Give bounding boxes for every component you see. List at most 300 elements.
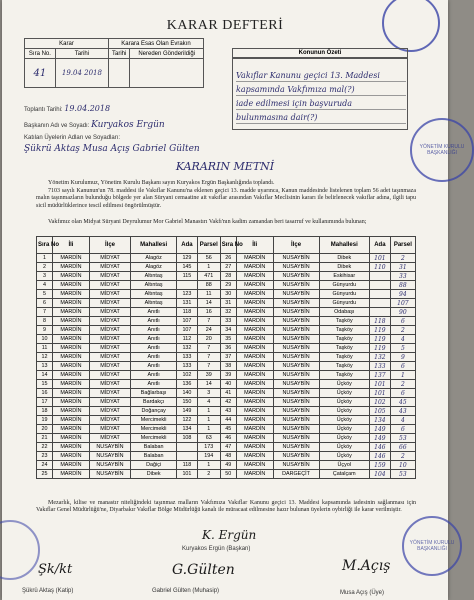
table-cell: NUSAYBİN bbox=[273, 452, 319, 461]
table-cell: Mercimekli bbox=[131, 425, 177, 434]
table-cell: 4 bbox=[390, 335, 415, 344]
table-cell: MİDYAT bbox=[89, 407, 130, 416]
col-header: Sıra No bbox=[220, 237, 236, 254]
table-cell: 14 bbox=[197, 380, 220, 389]
table-cell: 140 bbox=[177, 389, 198, 398]
paragraph-1: Yönetim Kurulumuz, Yönetim Kurulu Başkanı sayın Kuryakos Ergün Başkanlığında toplandı. bbox=[48, 180, 275, 186]
table-cell: Altıntaş bbox=[131, 272, 177, 281]
table-cell: NUSAYBİN bbox=[273, 290, 319, 299]
table-cell: MARDİN bbox=[53, 461, 90, 470]
table-cell: NUSAYBİN bbox=[273, 326, 319, 335]
table-cell: Alagöz bbox=[131, 263, 177, 272]
toplanti-field bbox=[24, 104, 110, 113]
table-cell: 133 bbox=[370, 362, 391, 371]
table-cell: NUSAYBİN bbox=[273, 308, 319, 317]
table-cell: 173 bbox=[197, 443, 220, 452]
table-cell: MARDİN bbox=[236, 434, 273, 443]
table-cell: 16 bbox=[37, 389, 53, 398]
table-cell: MARDİN bbox=[236, 398, 273, 407]
table-cell: NUSAYBİN bbox=[273, 299, 319, 308]
table-cell: 25 bbox=[37, 470, 53, 479]
table-cell: MARDİN bbox=[53, 317, 90, 326]
muhasip-signature-label: Gabriel Gülten (Muhasip) bbox=[152, 588, 220, 594]
baskan-field bbox=[24, 120, 165, 130]
table-cell: Üçköy bbox=[319, 452, 370, 461]
table-cell: 471 bbox=[197, 272, 220, 281]
table-cell: MİDYAT bbox=[89, 290, 130, 299]
table-row bbox=[37, 335, 416, 344]
empty-cell bbox=[130, 59, 204, 88]
table-row bbox=[37, 434, 416, 443]
table-cell: NUSAYBİN bbox=[273, 434, 319, 443]
table-cell: 40 bbox=[220, 380, 236, 389]
konu-line: iade edilmesi için başvuruda bbox=[236, 98, 406, 110]
table-cell: 3 bbox=[197, 389, 220, 398]
table-cell: MARDİN bbox=[236, 452, 273, 461]
table-cell: MİDYAT bbox=[89, 389, 130, 398]
table-cell: Üçyol bbox=[319, 461, 370, 470]
table-cell: 63 bbox=[197, 434, 220, 443]
col-header: Parsel bbox=[197, 237, 220, 254]
col-header: İlçe bbox=[273, 237, 319, 254]
table-cell: 14 bbox=[37, 371, 53, 380]
table-cell: 102 bbox=[370, 398, 391, 407]
table-cell: MARDİN bbox=[53, 434, 90, 443]
sira-no-label: Sıra No. bbox=[25, 49, 56, 59]
table-cell: 17 bbox=[37, 398, 53, 407]
table-cell: 22 bbox=[37, 443, 53, 452]
table-cell: MARDİN bbox=[53, 362, 90, 371]
table-cell: MİDYAT bbox=[89, 416, 130, 425]
table-cell: Balaban bbox=[131, 452, 177, 461]
table-cell: MARDİN bbox=[236, 461, 273, 470]
table-cell: Anıtlı bbox=[131, 380, 177, 389]
table-cell: MARDİN bbox=[53, 371, 90, 380]
table-cell: MİDYAT bbox=[89, 254, 130, 263]
table-cell: 23 bbox=[37, 452, 53, 461]
konu-line: kapsamında Vakfımıza mal(?) bbox=[236, 84, 406, 96]
table-cell: MARDİN bbox=[53, 443, 90, 452]
table-row bbox=[37, 263, 416, 272]
table-cell: MİDYAT bbox=[89, 272, 130, 281]
table-cell: MİDYAT bbox=[89, 353, 130, 362]
table-cell: 2 bbox=[390, 380, 415, 389]
table-cell: MİDYAT bbox=[89, 380, 130, 389]
table-cell: MARDİN bbox=[53, 308, 90, 317]
table-row bbox=[37, 407, 416, 416]
table-cell: 27 bbox=[220, 263, 236, 272]
table-cell: 108 bbox=[177, 434, 198, 443]
table-cell: Altıntaş bbox=[131, 281, 177, 290]
table-cell bbox=[370, 299, 391, 308]
table-cell: MARDİN bbox=[53, 416, 90, 425]
table-cell: MARDİN bbox=[236, 344, 273, 353]
table-cell: MARDİN bbox=[53, 353, 90, 362]
table-cell: Üçköy bbox=[319, 434, 370, 443]
table-cell: MARDİN bbox=[236, 425, 273, 434]
table-cell: MİDYAT bbox=[89, 317, 130, 326]
table-cell: MARDİN bbox=[236, 308, 273, 317]
table-cell: 1 bbox=[197, 416, 220, 425]
table-cell: Anıtlı bbox=[131, 335, 177, 344]
paragraph-2: 7103 sayılı Kanunun'un 78. maddesi ile Vakıflar Kanunu'na eklenen geçici 13. madde uyarınca, Kanun maddesinde listelenen toplam 56 adet taşınmaza malın taşınmazların bulunduğu bölgede yer alan Süryani cemaatine ait vakıflar arasından Vakıflar Meclisinin kararı ile belirlenecek vakıflar adına, ilgili tapu sicil müdürlüklerince tescil edilmesi öngörülmüştür. bbox=[36, 188, 416, 209]
table-cell: 149 bbox=[370, 425, 391, 434]
table-cell: 38 bbox=[220, 362, 236, 371]
table-row bbox=[37, 380, 416, 389]
table-cell: 2 bbox=[197, 470, 220, 479]
table-cell: NUSAYBİN bbox=[273, 416, 319, 425]
table-cell: 39 bbox=[220, 371, 236, 380]
table-row bbox=[37, 425, 416, 434]
table-cell: NUSAYBİN bbox=[273, 263, 319, 272]
table-cell: NUSAYBİN bbox=[273, 389, 319, 398]
table-cell: NUSAYBİN bbox=[273, 335, 319, 344]
table-cell: Üçköy bbox=[319, 389, 370, 398]
table-cell: NUSAYBİN bbox=[273, 380, 319, 389]
table-cell: Üçköy bbox=[319, 407, 370, 416]
table-cell: 9 bbox=[37, 326, 53, 335]
table-cell: NUSAYBİN bbox=[273, 317, 319, 326]
table-cell: MARDİN bbox=[53, 407, 90, 416]
table-cell: MARDİN bbox=[53, 470, 90, 479]
table-cell: Taşköy bbox=[319, 326, 370, 335]
table-row bbox=[37, 299, 416, 308]
table-cell: 24 bbox=[197, 326, 220, 335]
table-cell: Taşköy bbox=[319, 371, 370, 380]
table-row bbox=[37, 398, 416, 407]
table-cell: NUSAYBİN bbox=[273, 425, 319, 434]
col-header: Parsel bbox=[390, 237, 415, 254]
table-cell: 11 bbox=[197, 290, 220, 299]
col-header: İli bbox=[236, 237, 273, 254]
table-cell: 123 bbox=[177, 290, 198, 299]
decision-ledger-page bbox=[2, 0, 465, 600]
table-row bbox=[37, 443, 416, 452]
table-cell: 11 bbox=[37, 344, 53, 353]
table-cell: Çatalçam bbox=[319, 470, 370, 479]
table-cell: MARDİN bbox=[236, 263, 273, 272]
table-row bbox=[37, 344, 416, 353]
table-cell: 49 bbox=[220, 461, 236, 470]
table-cell: MARDİN bbox=[53, 281, 90, 290]
table-cell: Üçköy bbox=[319, 416, 370, 425]
table-cell: Anıtlı bbox=[131, 371, 177, 380]
table-cell: 119 bbox=[370, 344, 391, 353]
table-row bbox=[37, 416, 416, 425]
uyeler-label: Katılan Üyelerin Adları ve Soyadları: bbox=[24, 135, 121, 141]
empty-cell bbox=[108, 59, 129, 88]
table-cell: 34 bbox=[220, 326, 236, 335]
table-cell: 24 bbox=[37, 461, 53, 470]
table-cell: MİDYAT bbox=[89, 335, 130, 344]
table-cell bbox=[370, 290, 391, 299]
table-cell: 21 bbox=[37, 434, 53, 443]
table-row bbox=[37, 317, 416, 326]
table-cell: 133 bbox=[177, 362, 198, 371]
table-cell: Günyurdu bbox=[319, 290, 370, 299]
table-cell: MARDİN bbox=[236, 299, 273, 308]
table-cell: MİDYAT bbox=[89, 398, 130, 407]
table-cell bbox=[370, 308, 391, 317]
table-cell: 6 bbox=[390, 425, 415, 434]
table-cell: Anıtlı bbox=[131, 326, 177, 335]
table-cell: 7 bbox=[197, 353, 220, 362]
evrak-label: Karara Esas Olan Evrakın bbox=[108, 39, 203, 49]
table-cell: 26 bbox=[220, 254, 236, 263]
table-cell: 50 bbox=[220, 470, 236, 479]
table-cell: 41 bbox=[220, 389, 236, 398]
table-cell: Dağiçi bbox=[131, 461, 177, 470]
table-cell: 5 bbox=[390, 344, 415, 353]
table-cell: 134 bbox=[177, 425, 198, 434]
table-cell: 133 bbox=[177, 353, 198, 362]
table-cell: 1 bbox=[197, 407, 220, 416]
paragraph-3: Vakfımız olan Midyat Süryani Deyrulumur Mor Gabriel Manastırı Vakfı'nın kadim zamandan beri tasarruf ve kullanımında bulunan; bbox=[48, 219, 367, 225]
table-cell: 36 bbox=[220, 344, 236, 353]
col-header: Mahallesi bbox=[131, 237, 177, 254]
table-cell: MARDİN bbox=[236, 272, 273, 281]
uyeler-field bbox=[24, 135, 120, 141]
table-cell: NUSAYBİN bbox=[89, 461, 130, 470]
table-cell: Taşköy bbox=[319, 344, 370, 353]
table-cell: 20 bbox=[197, 335, 220, 344]
karar-label: Karar bbox=[25, 39, 109, 49]
col-header: İlçe bbox=[89, 237, 130, 254]
table-cell: MARDİN bbox=[236, 317, 273, 326]
table-cell: 1 bbox=[197, 425, 220, 434]
table-cell: 6 bbox=[390, 317, 415, 326]
table-cell: MARDİN bbox=[53, 398, 90, 407]
table-cell: Eskihisar bbox=[319, 272, 370, 281]
table-cell: 115 bbox=[177, 272, 198, 281]
table-cell: 31 bbox=[220, 299, 236, 308]
table-cell: MARDİN bbox=[236, 380, 273, 389]
table-cell: 43 bbox=[220, 407, 236, 416]
table-row bbox=[37, 254, 416, 263]
table-cell: 7 bbox=[37, 308, 53, 317]
table-cell: 150 bbox=[177, 398, 198, 407]
table-cell: MİDYAT bbox=[89, 362, 130, 371]
table-cell: 159 bbox=[370, 461, 391, 470]
table-cell: 18 bbox=[37, 407, 53, 416]
table-cell: MİDYAT bbox=[89, 425, 130, 434]
table-row bbox=[37, 371, 416, 380]
table-cell: Anıtlı bbox=[131, 353, 177, 362]
col-header: Ada bbox=[370, 237, 391, 254]
table-cell: 149 bbox=[177, 407, 198, 416]
table-cell: 8 bbox=[37, 317, 53, 326]
table-cell bbox=[177, 443, 198, 452]
table-cell: Anıtlı bbox=[131, 317, 177, 326]
table-cell: Üçköy bbox=[319, 398, 370, 407]
table-cell: 90 bbox=[390, 308, 415, 317]
table-cell: 7 bbox=[197, 362, 220, 371]
table-cell: NUSAYBİN bbox=[273, 272, 319, 281]
table-body bbox=[37, 254, 416, 479]
table-cell: Anıtlı bbox=[131, 308, 177, 317]
table-cell: 28 bbox=[220, 272, 236, 281]
table-cell: 7 bbox=[197, 317, 220, 326]
uye-signature-label: Musa Açış (Üye) bbox=[340, 590, 385, 596]
konu-header: Konunun Özeti bbox=[232, 48, 408, 58]
table-cell bbox=[370, 272, 391, 281]
table-cell: 13 bbox=[37, 362, 53, 371]
nereden-label: Nereden Gönderildiği bbox=[130, 49, 204, 59]
table-cell: 145 bbox=[177, 263, 198, 272]
table-row bbox=[37, 461, 416, 470]
stamp-right: YÖNETİM KURULU BAŞKANLIĞI bbox=[410, 118, 474, 182]
table-cell: 119 bbox=[370, 335, 391, 344]
table-cell: 3 bbox=[37, 272, 53, 281]
table-cell: 39 bbox=[197, 371, 220, 380]
table-row bbox=[37, 389, 416, 398]
table-cell: MARDİN bbox=[53, 380, 90, 389]
table-cell: 118 bbox=[177, 308, 198, 317]
table-cell: MARDİN bbox=[236, 281, 273, 290]
table-cell: NUSAYBİN bbox=[273, 443, 319, 452]
table-cell: 88 bbox=[197, 281, 220, 290]
table-row bbox=[37, 290, 416, 299]
table-cell: 35 bbox=[220, 335, 236, 344]
table-cell: MARDİN bbox=[236, 470, 273, 479]
table-cell: 42 bbox=[220, 398, 236, 407]
table-cell: 107 bbox=[177, 326, 198, 335]
table-cell: 4 bbox=[37, 281, 53, 290]
table-cell: 104 bbox=[370, 470, 391, 479]
table-cell: MARDİN bbox=[236, 353, 273, 362]
table-cell: MARDİN bbox=[236, 326, 273, 335]
table-cell: MARDİN bbox=[53, 272, 90, 281]
table-cell: MARDİN bbox=[53, 254, 90, 263]
table-cell: NUSAYBİN bbox=[273, 362, 319, 371]
katip-signature-label: Şükrü Aktaş (Katip) bbox=[22, 588, 74, 594]
table-cell: 119 bbox=[370, 326, 391, 335]
table-cell: NUSAYBİN bbox=[89, 443, 130, 452]
table-cell: MARDİN bbox=[236, 254, 273, 263]
table-cell: 66 bbox=[390, 443, 415, 452]
konu-line: Vakıflar Kanunu geçici 13. Maddesi bbox=[236, 70, 406, 82]
table-cell: 37 bbox=[220, 353, 236, 362]
table-cell: 105 bbox=[370, 407, 391, 416]
table-cell: Taşköy bbox=[319, 353, 370, 362]
table-row bbox=[37, 452, 416, 461]
table-row bbox=[37, 362, 416, 371]
karar-metni-heading: KARARIN METNİ bbox=[175, 160, 275, 173]
table-cell: 137 bbox=[370, 371, 391, 380]
table-cell: 1 bbox=[197, 263, 220, 272]
table-cell: NUSAYBİN bbox=[273, 398, 319, 407]
table-cell: 136 bbox=[177, 380, 198, 389]
table-cell: 15 bbox=[37, 380, 53, 389]
closing-paragraph: Mezarlık, kilise ve manastır niteliğindeki taşınmaz malların Vakfımıza Vakıflar Kanunu geçici 13. Maddesi kapsamında iadesinin sağlanması için Vakıflar Genel Müdürlüğü'ne, Diyarbakır Vakıflar Bölge Müdürlüğü kanalı ile müracaat edilmesine hazır bulunan üyelerin oybirliği ile karar verilmiştir. bbox=[36, 500, 416, 514]
table-cell: Günyurdu bbox=[319, 281, 370, 290]
table-cell: 102 bbox=[177, 371, 198, 380]
table-cell: 5 bbox=[37, 290, 53, 299]
table-cell: MİDYAT bbox=[89, 371, 130, 380]
table-cell: Bardakçı bbox=[131, 398, 177, 407]
page-title: KARAR DEFTERİ bbox=[166, 18, 284, 33]
table-cell: MARDİN bbox=[53, 326, 90, 335]
table-cell: NUSAYBİN bbox=[273, 371, 319, 380]
table-cell: Altıntaş bbox=[131, 299, 177, 308]
table-cell: 6 bbox=[390, 389, 415, 398]
table-cell: 146 bbox=[370, 452, 391, 461]
table-cell: 2 bbox=[37, 263, 53, 272]
table-cell: Anıtlı bbox=[131, 344, 177, 353]
table-cell: 1 bbox=[197, 461, 220, 470]
table-cell: MARDİN bbox=[236, 443, 273, 452]
table-row bbox=[37, 272, 416, 281]
table-cell: MARDİN bbox=[236, 290, 273, 299]
table-cell: 9 bbox=[390, 353, 415, 362]
table-cell: MARDİN bbox=[53, 299, 90, 308]
table-cell: Altıntaş bbox=[131, 290, 177, 299]
table-cell bbox=[177, 452, 198, 461]
table-cell: 101 bbox=[370, 254, 391, 263]
table-cell: NUSAYBİN bbox=[273, 344, 319, 353]
stamp-bottom-left bbox=[0, 520, 40, 580]
table-cell: Bağlarbaşı bbox=[131, 389, 177, 398]
table-cell: 94 bbox=[390, 290, 415, 299]
table-cell: 4 bbox=[197, 398, 220, 407]
table-cell: Dibek bbox=[319, 254, 370, 263]
table-cell: 122 bbox=[177, 416, 198, 425]
katip-signature: Şk/kt bbox=[38, 562, 73, 577]
table-cell: 107 bbox=[390, 299, 415, 308]
table-cell: 44 bbox=[220, 416, 236, 425]
table-cell: Üçköy bbox=[319, 380, 370, 389]
table-cell: MARDİN bbox=[236, 416, 273, 425]
table-cell: DARGEÇİT bbox=[273, 470, 319, 479]
table-cell: 2 bbox=[390, 254, 415, 263]
table-cell: 20 bbox=[37, 425, 53, 434]
table-cell: 47 bbox=[220, 443, 236, 452]
table-cell: MİDYAT bbox=[89, 263, 130, 272]
toplanti-label: Toplantı Tarihi: bbox=[24, 107, 63, 113]
register-table bbox=[24, 38, 204, 88]
baskan-signature: K. Ergün bbox=[202, 528, 257, 542]
table-cell: 131 bbox=[177, 299, 198, 308]
table-cell: Mercimekli bbox=[131, 434, 177, 443]
table-cell: Taşköy bbox=[319, 317, 370, 326]
table-cell: Dibek bbox=[319, 263, 370, 272]
col-header: Sıra No bbox=[37, 237, 53, 254]
table-cell: 101 bbox=[370, 389, 391, 398]
uyeler-value: Şükrü Aktaş Musa Açış Gabriel Gülten bbox=[24, 144, 200, 154]
table-cell: MİDYAT bbox=[89, 299, 130, 308]
table-cell: 45 bbox=[220, 425, 236, 434]
table-cell: 149 bbox=[370, 434, 391, 443]
table-cell: MİDYAT bbox=[89, 281, 130, 290]
table-cell: MARDİN bbox=[53, 335, 90, 344]
table-cell: 10 bbox=[37, 335, 53, 344]
table-cell: 45 bbox=[390, 398, 415, 407]
uye-signature: M.Açış bbox=[342, 558, 391, 574]
table-cell: MARDİN bbox=[236, 389, 273, 398]
tarihi-label: Tarihi bbox=[55, 49, 108, 59]
table-cell: 1 bbox=[37, 254, 53, 263]
table-cell: MİDYAT bbox=[89, 434, 130, 443]
table-cell: NUSAYBİN bbox=[273, 461, 319, 470]
table-cell: 53 bbox=[390, 434, 415, 443]
table-cell: NUSAYBİN bbox=[273, 254, 319, 263]
table-cell: NUSAYBİN bbox=[273, 353, 319, 362]
table-cell: MARDİN bbox=[236, 371, 273, 380]
table-cell: Üçköy bbox=[319, 425, 370, 434]
table-cell: 43 bbox=[390, 407, 415, 416]
table-cell: Alagöz bbox=[131, 254, 177, 263]
col-header: İli bbox=[53, 237, 90, 254]
